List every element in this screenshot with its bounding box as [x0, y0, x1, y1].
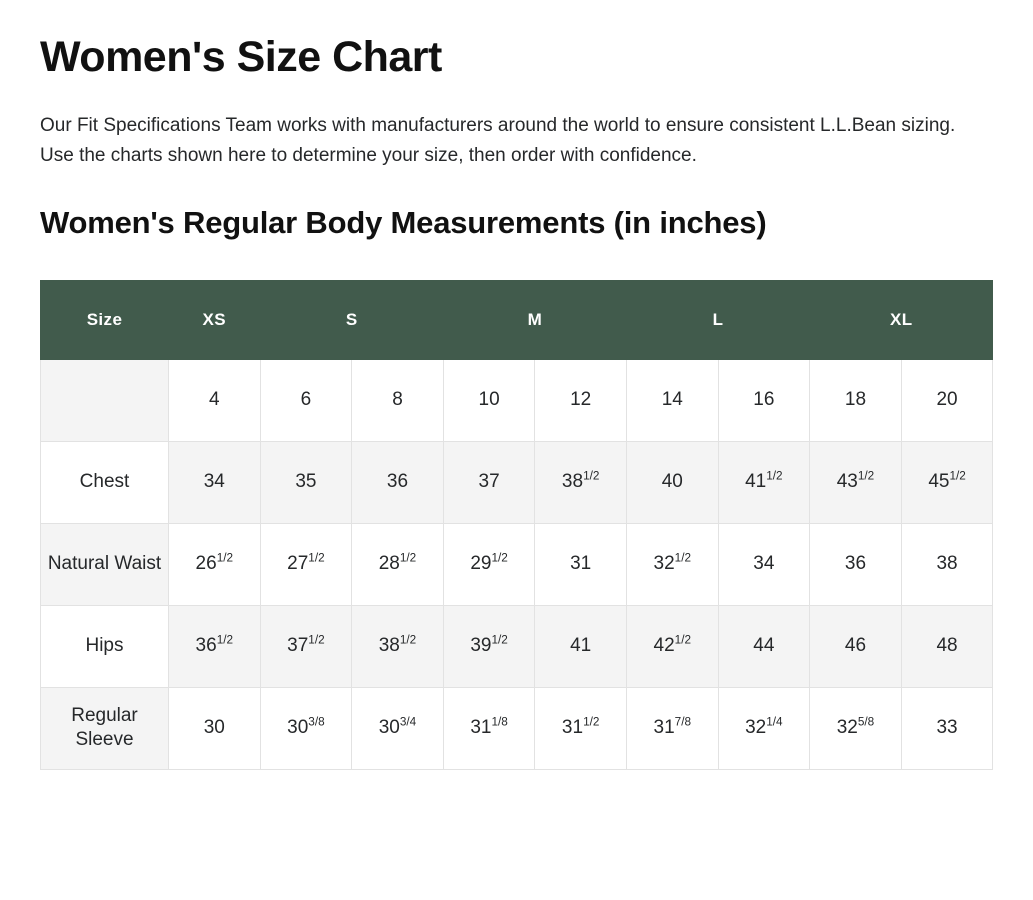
row-label: Chest [41, 441, 169, 523]
row-label [41, 359, 169, 441]
table-cell: 37 [443, 441, 535, 523]
table-cell: 16 [718, 359, 810, 441]
table-cell: 38 [901, 523, 993, 605]
table-cell: 14 [626, 359, 718, 441]
table-cell: $32^{5/8}$ [810, 687, 902, 769]
table-row [41, 359, 993, 441]
size-chart-table [40, 280, 993, 770]
intro-paragraph: Our Fit Specifications Team works with manufacturers around the world to ensure consistent L.L.Bean sizing. Use the charts shown here to determine your size, then order with confidence. [40, 115, 956, 166]
table-cell: 31 [535, 523, 627, 605]
table-cell: $30^{3/4}$ [352, 687, 444, 769]
table-cell: $29^{1/2}$ [443, 523, 535, 605]
table-header-row [41, 280, 993, 359]
table-cell: 48 [901, 605, 993, 687]
table-cell: 40 [626, 441, 718, 523]
table-cell: $37^{1/2}$ [260, 605, 352, 687]
table-cell: 35 [260, 441, 352, 523]
table-cell: $42^{1/2}$ [626, 605, 718, 687]
table-cell: $43^{1/2}$ [810, 441, 902, 523]
table-cell: 36 [810, 523, 902, 605]
table-cell: 34 [718, 523, 810, 605]
header-cell-size: Size [41, 280, 169, 359]
table-cell: 12 [535, 359, 627, 441]
table-body [41, 359, 993, 769]
row-label: Natural Waist [41, 523, 169, 605]
header-cell-xs: XS [169, 280, 261, 359]
table-cell: 6 [260, 359, 352, 441]
table-cell: $38^{1/2}$ [535, 441, 627, 523]
table-cell: 34 [169, 441, 261, 523]
table-cell: 30 [169, 687, 261, 769]
table-cell: $36^{1/2}$ [169, 605, 261, 687]
table-cell: 8 [352, 359, 444, 441]
header-cell-m: M [443, 280, 626, 359]
table-cell: 18 [810, 359, 902, 441]
table-cell: 4 [169, 359, 261, 441]
header-cell-s: S [260, 280, 443, 359]
table-cell: 36 [352, 441, 444, 523]
table-cell: 20 [901, 359, 993, 441]
table-cell: $32^{1/2}$ [626, 523, 718, 605]
table-cell: $27^{1/2}$ [260, 523, 352, 605]
table-row [41, 687, 993, 769]
row-label: Hips [41, 605, 169, 687]
table-row [41, 523, 993, 605]
table-cell: $38^{1/2}$ [352, 605, 444, 687]
table-cell: 46 [810, 605, 902, 687]
table-cell: $32^{1/4}$ [718, 687, 810, 769]
header-cell-xl: XL [810, 280, 993, 359]
table-cell: $26^{1/2}$ [169, 523, 261, 605]
table-cell: $31^{1/8}$ [443, 687, 535, 769]
table-cell: $31^{7/8}$ [626, 687, 718, 769]
page-title: Women's Size Chart [40, 33, 442, 81]
table-cell: 10 [443, 359, 535, 441]
table-header [41, 280, 993, 359]
section-title: Women's Regular Body Measurements (in inches) [40, 205, 767, 241]
table-cell: $30^{3/8}$ [260, 687, 352, 769]
table-row [41, 441, 993, 523]
header-cell-l: L [626, 280, 809, 359]
table-cell: $45^{1/2}$ [901, 441, 993, 523]
row-label: Regular Sleeve [41, 687, 169, 769]
table-cell: 33 [901, 687, 993, 769]
table-row [41, 605, 993, 687]
table-cell: 44 [718, 605, 810, 687]
table-cell: 41 [535, 605, 627, 687]
table-cell: $39^{1/2}$ [443, 605, 535, 687]
table-cell: $31^{1/2}$ [535, 687, 627, 769]
table-cell: $28^{1/2}$ [352, 523, 444, 605]
table-cell: $41^{1/2}$ [718, 441, 810, 523]
